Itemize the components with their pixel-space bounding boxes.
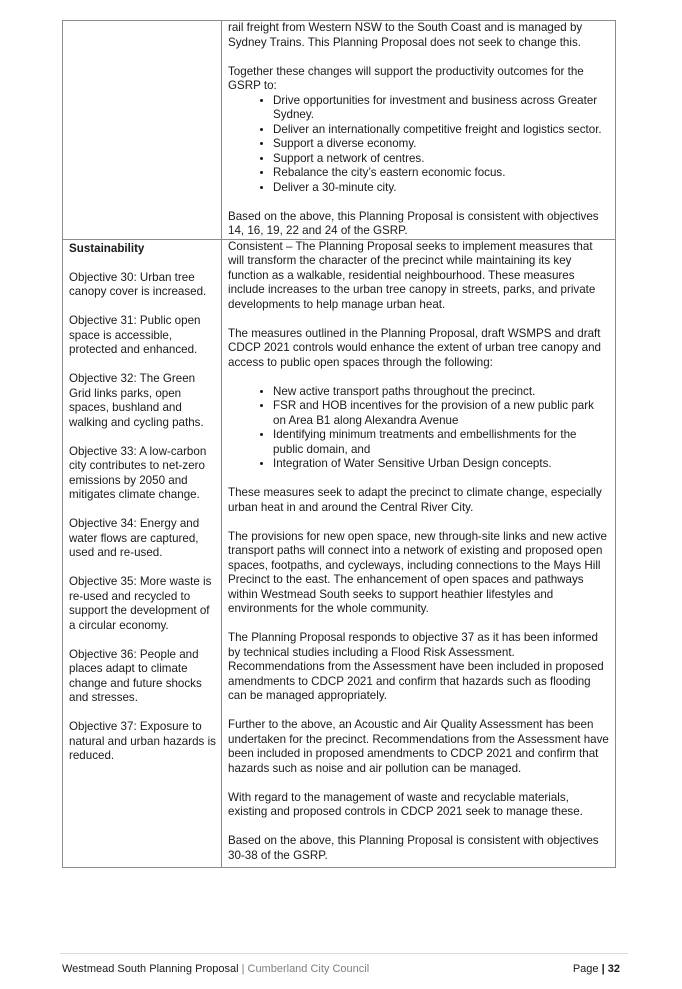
list-item: • Identifying minimum treatments and embellishments for the public domain, and: [273, 428, 609, 457]
objective-item: Objective 32: The Green Grid links parks, open spaces, bushland and walking and cycling paths.: [69, 372, 204, 429]
page-number: 32: [607, 963, 620, 975]
bullet-list: [228, 94, 609, 196]
page-label: Page: [572, 963, 599, 975]
objective-item: Objective 36: People and places adapt to climate change and future shocks and stresses.: [69, 647, 202, 704]
list-item: • Deliver a 30-minute city.: [273, 181, 609, 196]
paragraph: These measures seek to adapt the precinct to climate change, especially urban heat in and around the Central River City.: [228, 486, 602, 514]
table-cell-right: [222, 21, 616, 240]
paragraph: Based on the above, this Planning Proposal is consistent with objectives 30-38 of the GSRP.: [228, 834, 599, 862]
table-row: [63, 21, 616, 240]
list-item: • Drive opportunities for investment and business across Greater Sydney.: [273, 94, 609, 123]
document-title: Westmead South Planning Proposal: [62, 963, 239, 975]
paragraph: rail freight from Western NSW to the South Coast and is managed by Sydney Trains. This Planning Proposal does not seek to change this.: [228, 21, 583, 49]
paragraph: Together these changes will support the productivity outcomes for the GSRP to:: [228, 64, 584, 92]
footer-title: [62, 963, 369, 975]
bullet-list: [228, 385, 609, 472]
consistency-table: [62, 20, 616, 868]
organisation-name: Cumberland City Council: [247, 963, 370, 975]
objective-item: Objective 33: A low-carbon city contributes to net-zero emissions by 2050 and mitigates climate change.: [69, 444, 207, 501]
table-cell-left-empty: [63, 21, 222, 240]
paragraph: Based on the above, this Planning Proposal is consistent with objectives 14, 16, 19, 22 and 24 of the GSRP.: [228, 209, 599, 237]
objective-item: Objective 34: Energy and water flows are captured, used and re-used.: [69, 517, 200, 559]
table-cell-left: [63, 239, 222, 868]
paragraph: Further to the above, an Acoustic and Air Quality Assessment has been undertaken for the precinct. Recommendations from the Assessment have been included in proposed amendments to CDCP 2021 and confirm that hazards such as noise and air pollution can be managed.: [228, 718, 609, 775]
list-item: • Support a network of centres.: [273, 152, 609, 167]
paragraph: The Planning Proposal responds to objective 37 as it has been informed by technical studies including a Flood Risk Assessment. Recommendations from the Assessment have been included in proposed amendments to CDCP 2021 and confirm that hazards such as flooding can be managed appropriately.: [228, 631, 604, 702]
list-item: • Deliver an internationally competitive freight and logistics sector.: [273, 123, 609, 138]
footer-separator: |: [241, 963, 245, 975]
paragraph: With regard to the management of waste and recyclable materials, existing and proposed controls in CDCP 2021 seek to manage these.: [228, 790, 583, 818]
objective-item: Objective 30: Urban tree canopy cover is increased.: [69, 270, 207, 298]
footer-divider: [60, 953, 628, 954]
list-item: • Support a diverse economy.: [273, 137, 609, 152]
table-row: [63, 239, 616, 868]
page-number-label: [573, 963, 620, 975]
paragraph: The provisions for new open space, new through-site links and new active transport paths will connect into a network of existing and proposed open spaces, footpaths, and cycleways, including connections to the Mays Hill Precinct to the east. The enhancement of open spaces and pathways within Westmead South seeks to support heathier lifestyles and environments for the whole community.: [228, 529, 607, 615]
table-cell-right: [222, 239, 616, 868]
objective-item: Objective 35: More waste is re-used and recycled to support the development of a circular economy.: [69, 575, 212, 632]
list-item: • Rebalance the city’s eastern economic focus.: [273, 166, 609, 181]
page-separator: |: [601, 963, 605, 975]
section-heading: Sustainability: [69, 241, 145, 255]
objective-item: Objective 37: Exposure to natural and urban hazards is reduced.: [69, 720, 216, 762]
list-item: • FSR and HOB incentives for the provision of a new public park on Area B1 along Alexandra Avenue: [273, 399, 609, 428]
objective-item: Objective 31: Public open space is accessible, protected and enhanced.: [69, 314, 201, 356]
paragraph: Consistent – The Planning Proposal seeks to implement measures that will transform the character of the precinct while maintaining its key function as a walkable, residential neighbourhood. These measures include increases to the urban tree canopy in streets, parks, and private developments to help manage urban heat.: [228, 239, 596, 311]
list-item: • Integration of Water Sensitive Urban Design concepts.: [273, 457, 609, 472]
list-item: • New active transport paths throughout the precinct.: [273, 385, 609, 400]
paragraph: The measures outlined in the Planning Proposal, draft WSMPS and draft CDCP 2021 controls would enhance the extent of urban tree canopy and access to public open spaces through the following:: [228, 326, 601, 369]
